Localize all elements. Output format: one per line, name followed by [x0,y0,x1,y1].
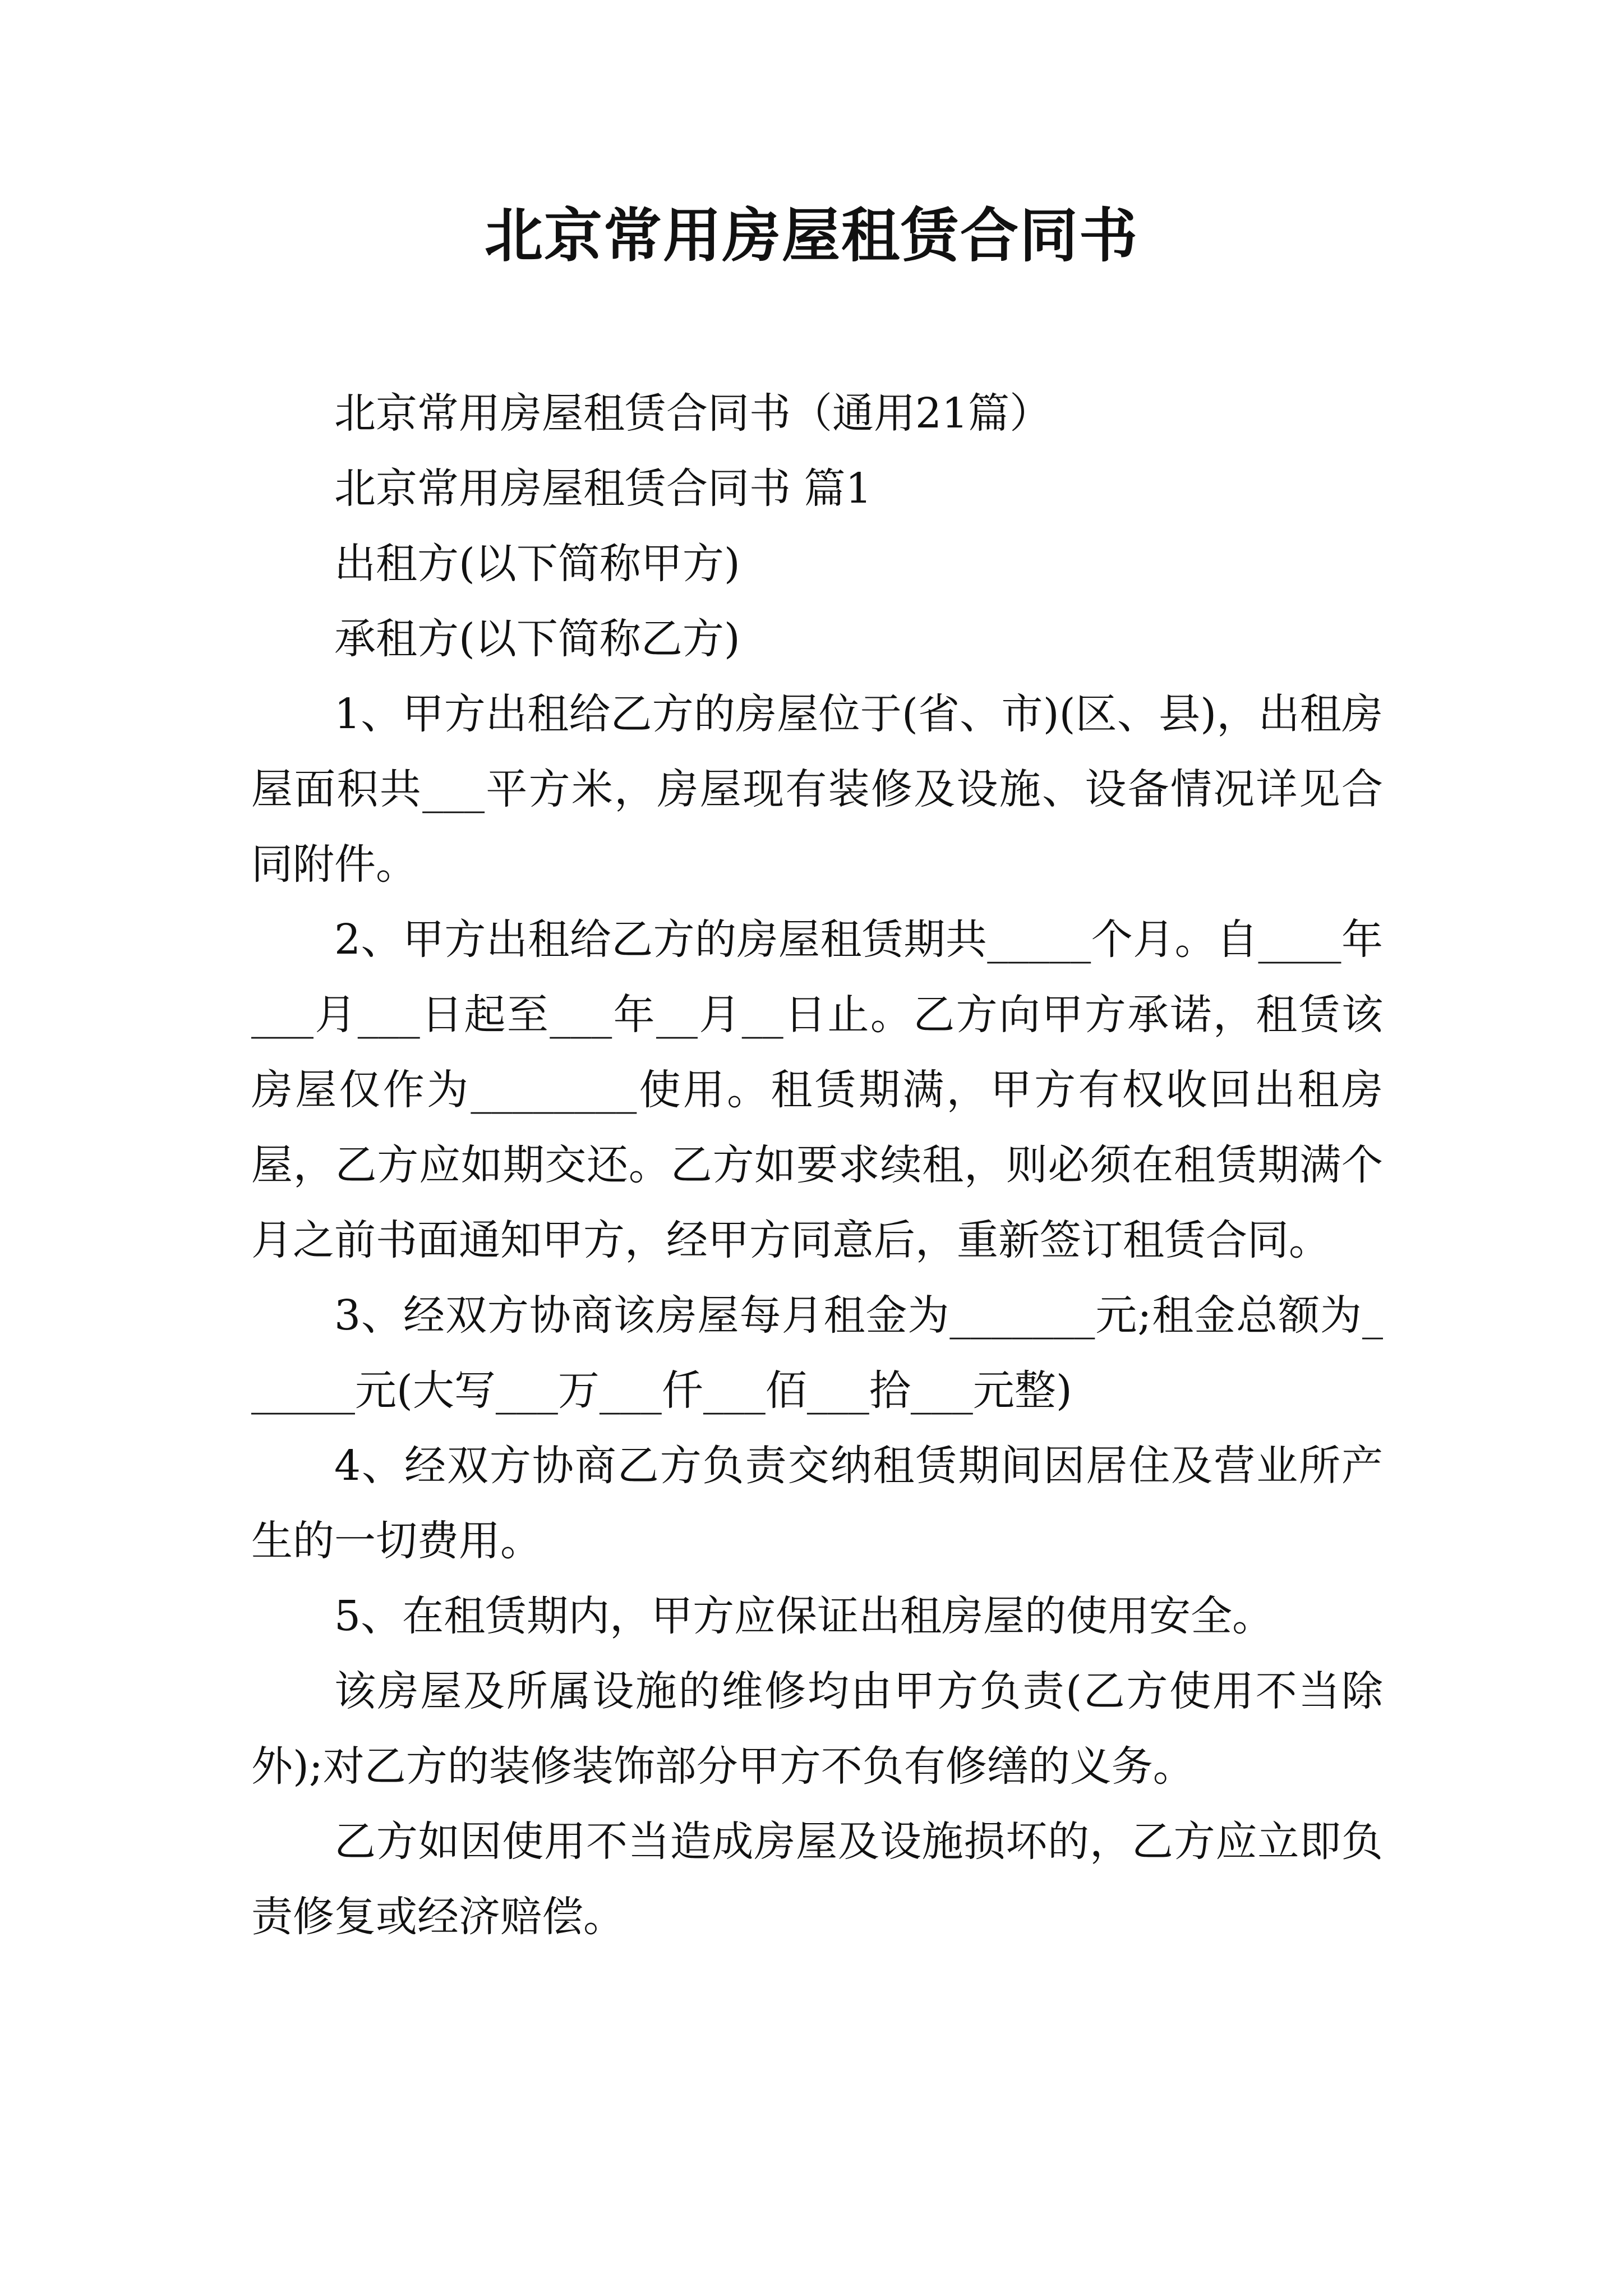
paragraph-lessee: 承租方(以下简称乙方) [334,615,740,663]
paragraph-lessor: 出租方(以下简称甲方) [334,540,740,588]
paragraph-clause-4: 4、经双方协商乙方负责交纳租赁期间因居住及营业所产生的一切费用。 [251,1442,1383,1565]
paragraph-clause-3: 3、经双方协商该房屋每月租金为_______元;租金总额为______元(大写___万___仟___佰___拾___元整) [251,1291,1383,1415]
paragraph-collection-title: 北京常用房屋租赁合同书（通用21篇） [334,389,1052,438]
paragraph-clause-2: 2、甲方出租给乙方的房屋租赁期共_____个月。自____年___月___日起至___年__月__日止。乙方向甲方承诺，租赁该房屋仅作为________使用。租赁期满，甲方有权收回出租房屋，乙方应如期交还。乙方如要求续租，则必须在租赁期满个月之前书面通知甲方，经甲方同意后，重新签订租赁合同。 [251,915,1383,1264]
paragraph-damage: 乙方如因使用不当造成房屋及设施损坏的，乙方应立即负责修复或经济赔偿。 [251,1818,1383,1941]
paragraph-section-heading: 北京常用房屋租赁合同书 篇1 [334,464,872,513]
paragraph-clause-5: 5、在租赁期内，甲方应保证出租房屋的使用安全。 [334,1592,1274,1640]
document-title: 北京常用房屋租赁合同书 [484,201,1138,270]
document-body [251,376,1383,1954]
paragraph-maintenance: 该房屋及所属设施的维修均由甲方负责(乙方使用不当除外);对乙方的装修装饰部分甲方不负有修缮的义务。 [251,1667,1383,1791]
paragraph-clause-1: 1、甲方出租给乙方的房屋位于(省、市)(区、县)，出租房屋面积共___平方米，房屋现有装修及设施、设备情况详见合同附件。 [251,690,1383,889]
